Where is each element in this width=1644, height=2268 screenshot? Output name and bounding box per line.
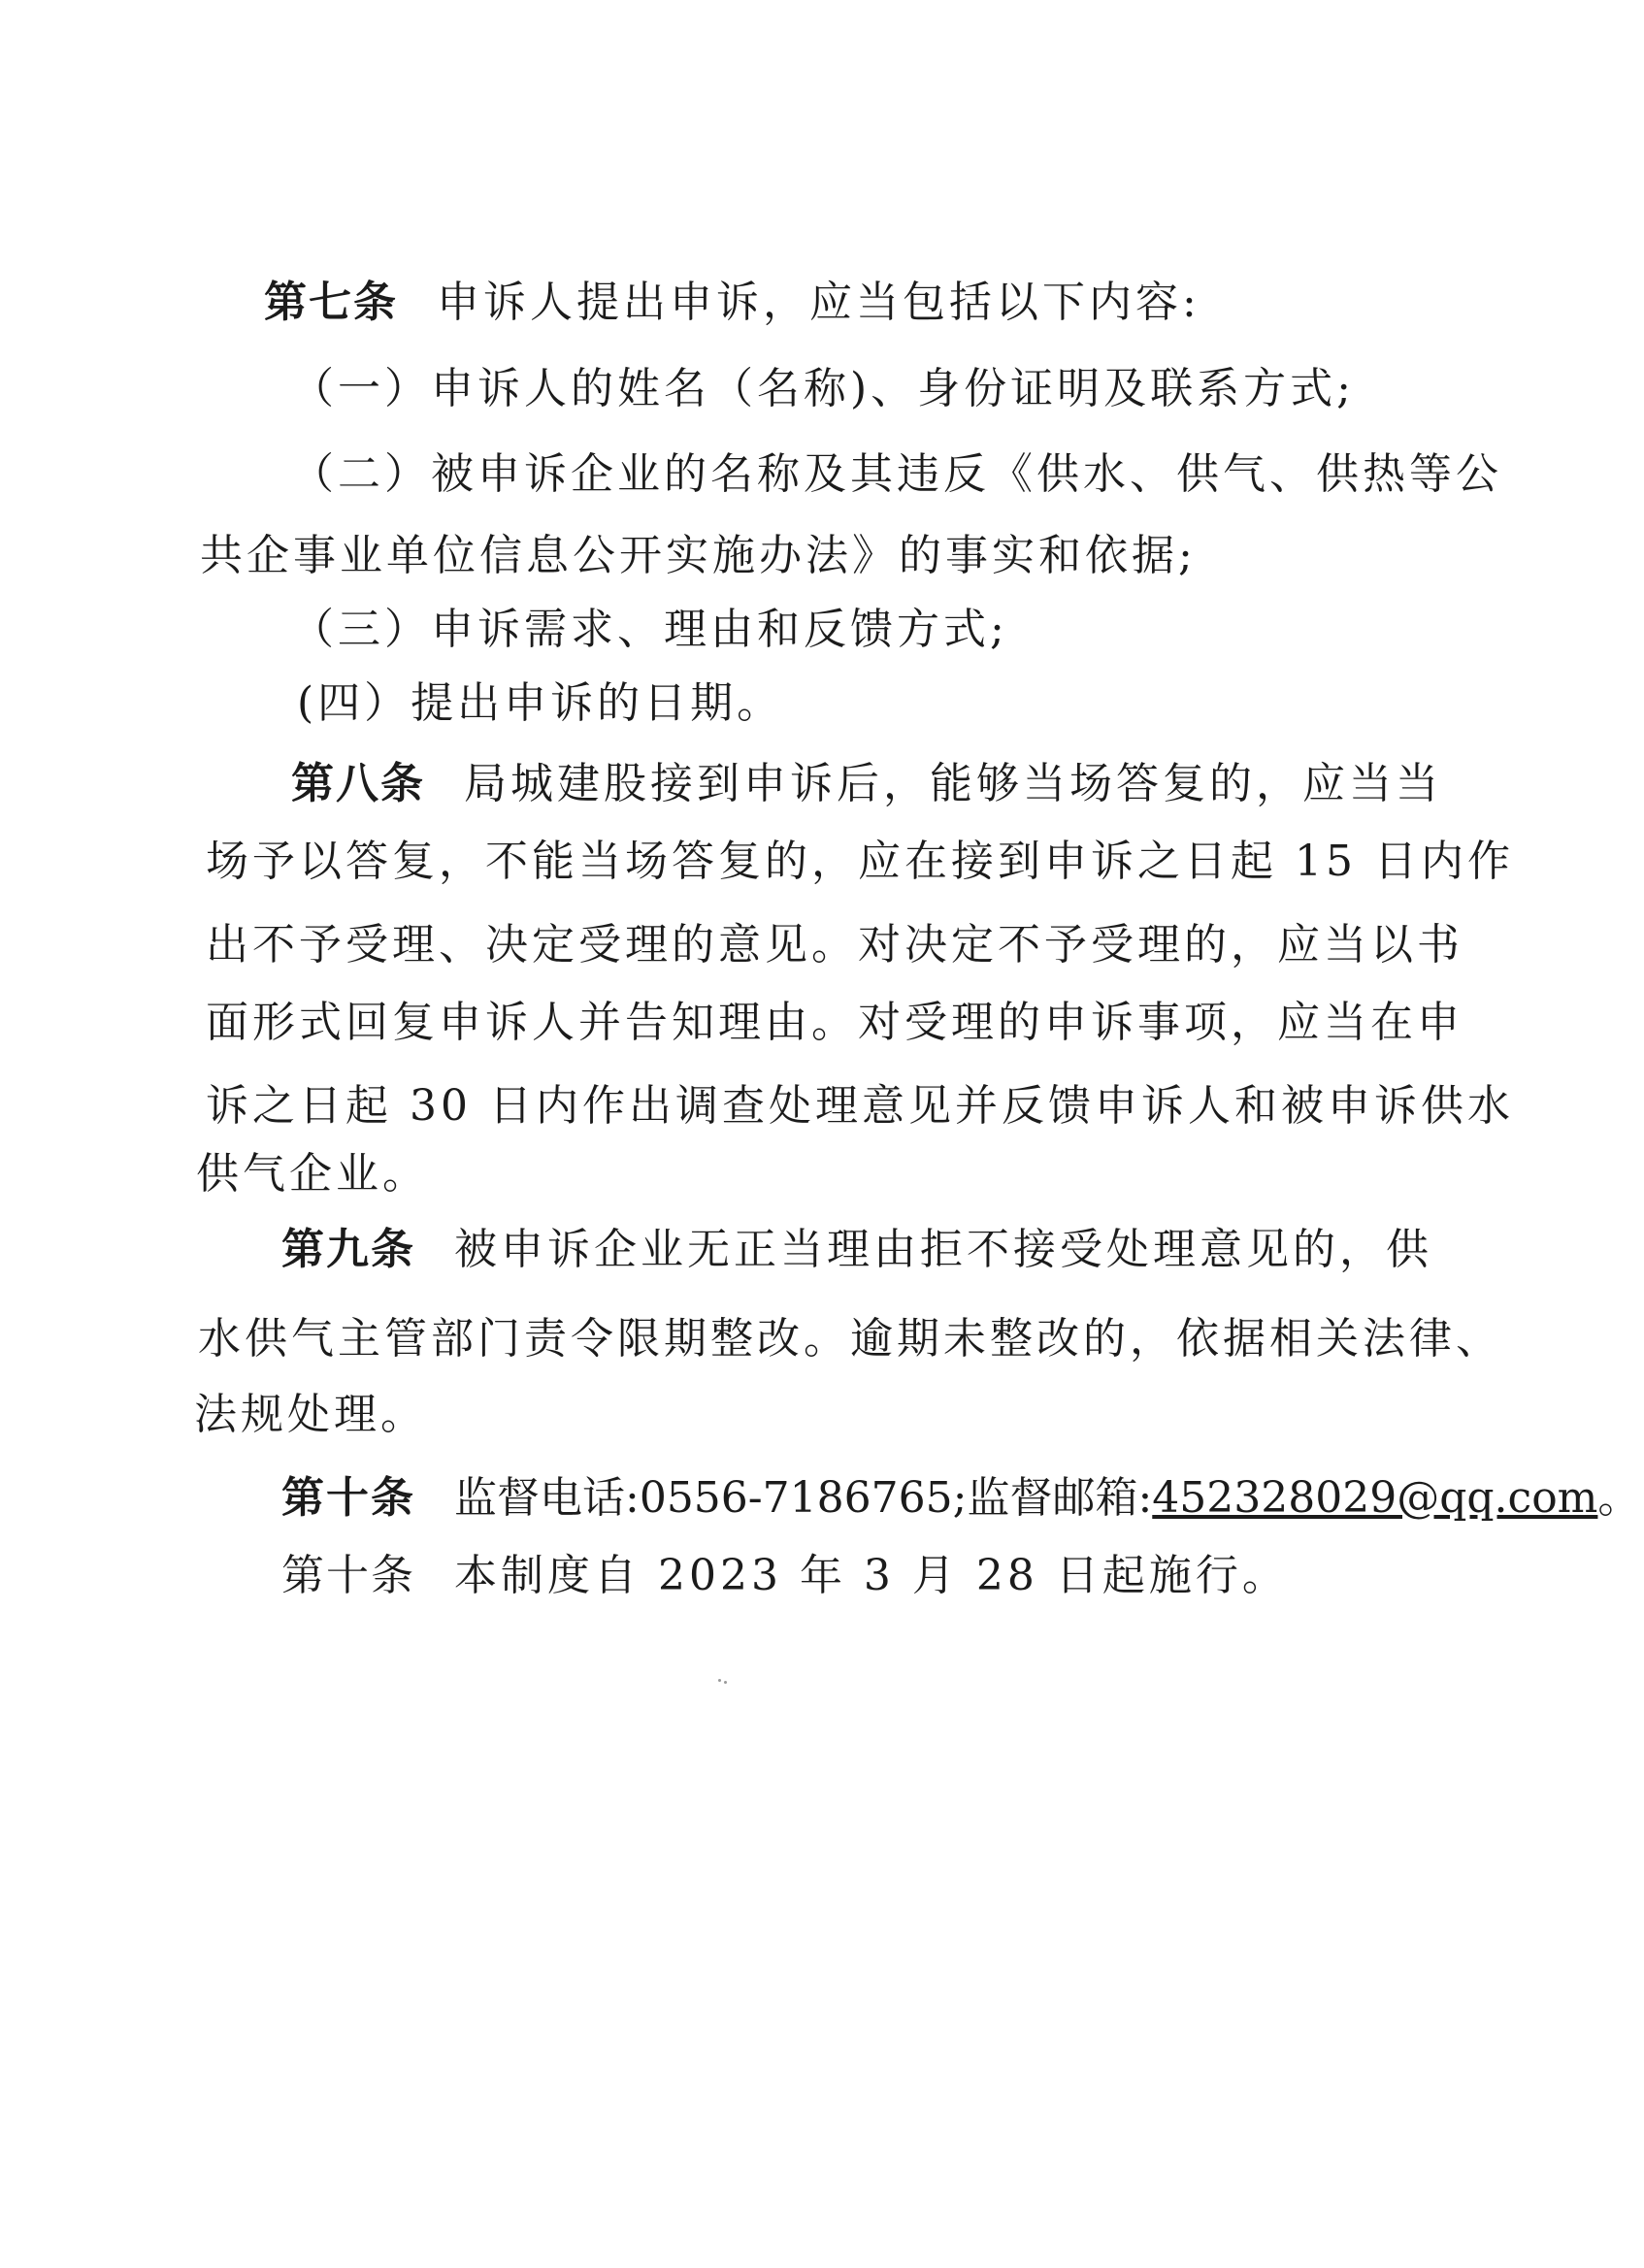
article-10-effective-line (281, 1547, 1289, 1605)
article-9-label: 第九条 (281, 1225, 415, 1274)
article-7-label: 第七条 (264, 278, 398, 327)
article-9-line-2: 水供气主管部门责令限期整改。逾期未整改的，依据相关法律、 (198, 1314, 1502, 1364)
article-9-text-1: 被申诉企业无正当理由拒不接受处理意见的，供 (454, 1225, 1432, 1274)
supervision-contact-text: 监督电话:0556-7186765;监督邮箱: (454, 1473, 1153, 1523)
article-7-item-4: (四）提出申诉的日期。 (297, 678, 784, 728)
contact-line-end: 。 (1597, 1473, 1644, 1523)
article-8-line-5: 诉之日起 30 日内作出调查处理意见并反馈申诉人和被申诉供水 (206, 1081, 1514, 1131)
article-7-item-1: （一）申诉人的姓名（名称)、身份证明及联系方式; (291, 364, 1355, 413)
article-8-label: 第八条 (291, 759, 425, 808)
scan-speck (724, 1681, 727, 1684)
supervision-email[interactable]: 452328029@qq.com (1152, 1473, 1598, 1523)
scan-speck (718, 1679, 721, 1682)
article-8-line-6: 供气企业。 (196, 1149, 429, 1199)
article-8-line-1 (291, 755, 1442, 813)
article-9-line-1 (281, 1221, 1432, 1279)
article-7-item-2-line-1: （二）被申诉企业的名称及其违反《供水、供气、供热等公 (291, 449, 1502, 499)
article-10b-label: 第十条 (281, 1551, 415, 1600)
article-10-label: 第十条 (281, 1473, 415, 1523)
article-7-item-3: （三）申诉需求、理由和反馈方式; (291, 605, 1008, 654)
article-8-line-4: 面形式回复申诉人并告知理由。对受理的申诉事项，应当在申 (206, 998, 1463, 1047)
article-8-line-2: 场予以答复，不能当场答复的，应在接到申诉之日起 15 日内作 (206, 837, 1514, 886)
article-7-intro: 申诉人提出申诉，应当包括以下内容: (437, 278, 1200, 327)
article-8-line-3: 出不予受理、决定受理的意见。对决定不予受理的，应当以书 (206, 920, 1463, 970)
article-9-line-3: 法规处理。 (194, 1390, 427, 1439)
effective-date-text: 本制度自 2023 年 3 月 28 日起施行。 (454, 1551, 1289, 1600)
article-7-intro-line (264, 274, 1200, 332)
article-7-item-2-line-2: 共企事业单位信息公开实施办法》的事实和依据; (200, 531, 1197, 580)
article-8-text-1: 局城建股接到申诉后，能够当场答复的，应当当 (464, 759, 1442, 808)
article-10-contact-line (281, 1469, 1644, 1528)
